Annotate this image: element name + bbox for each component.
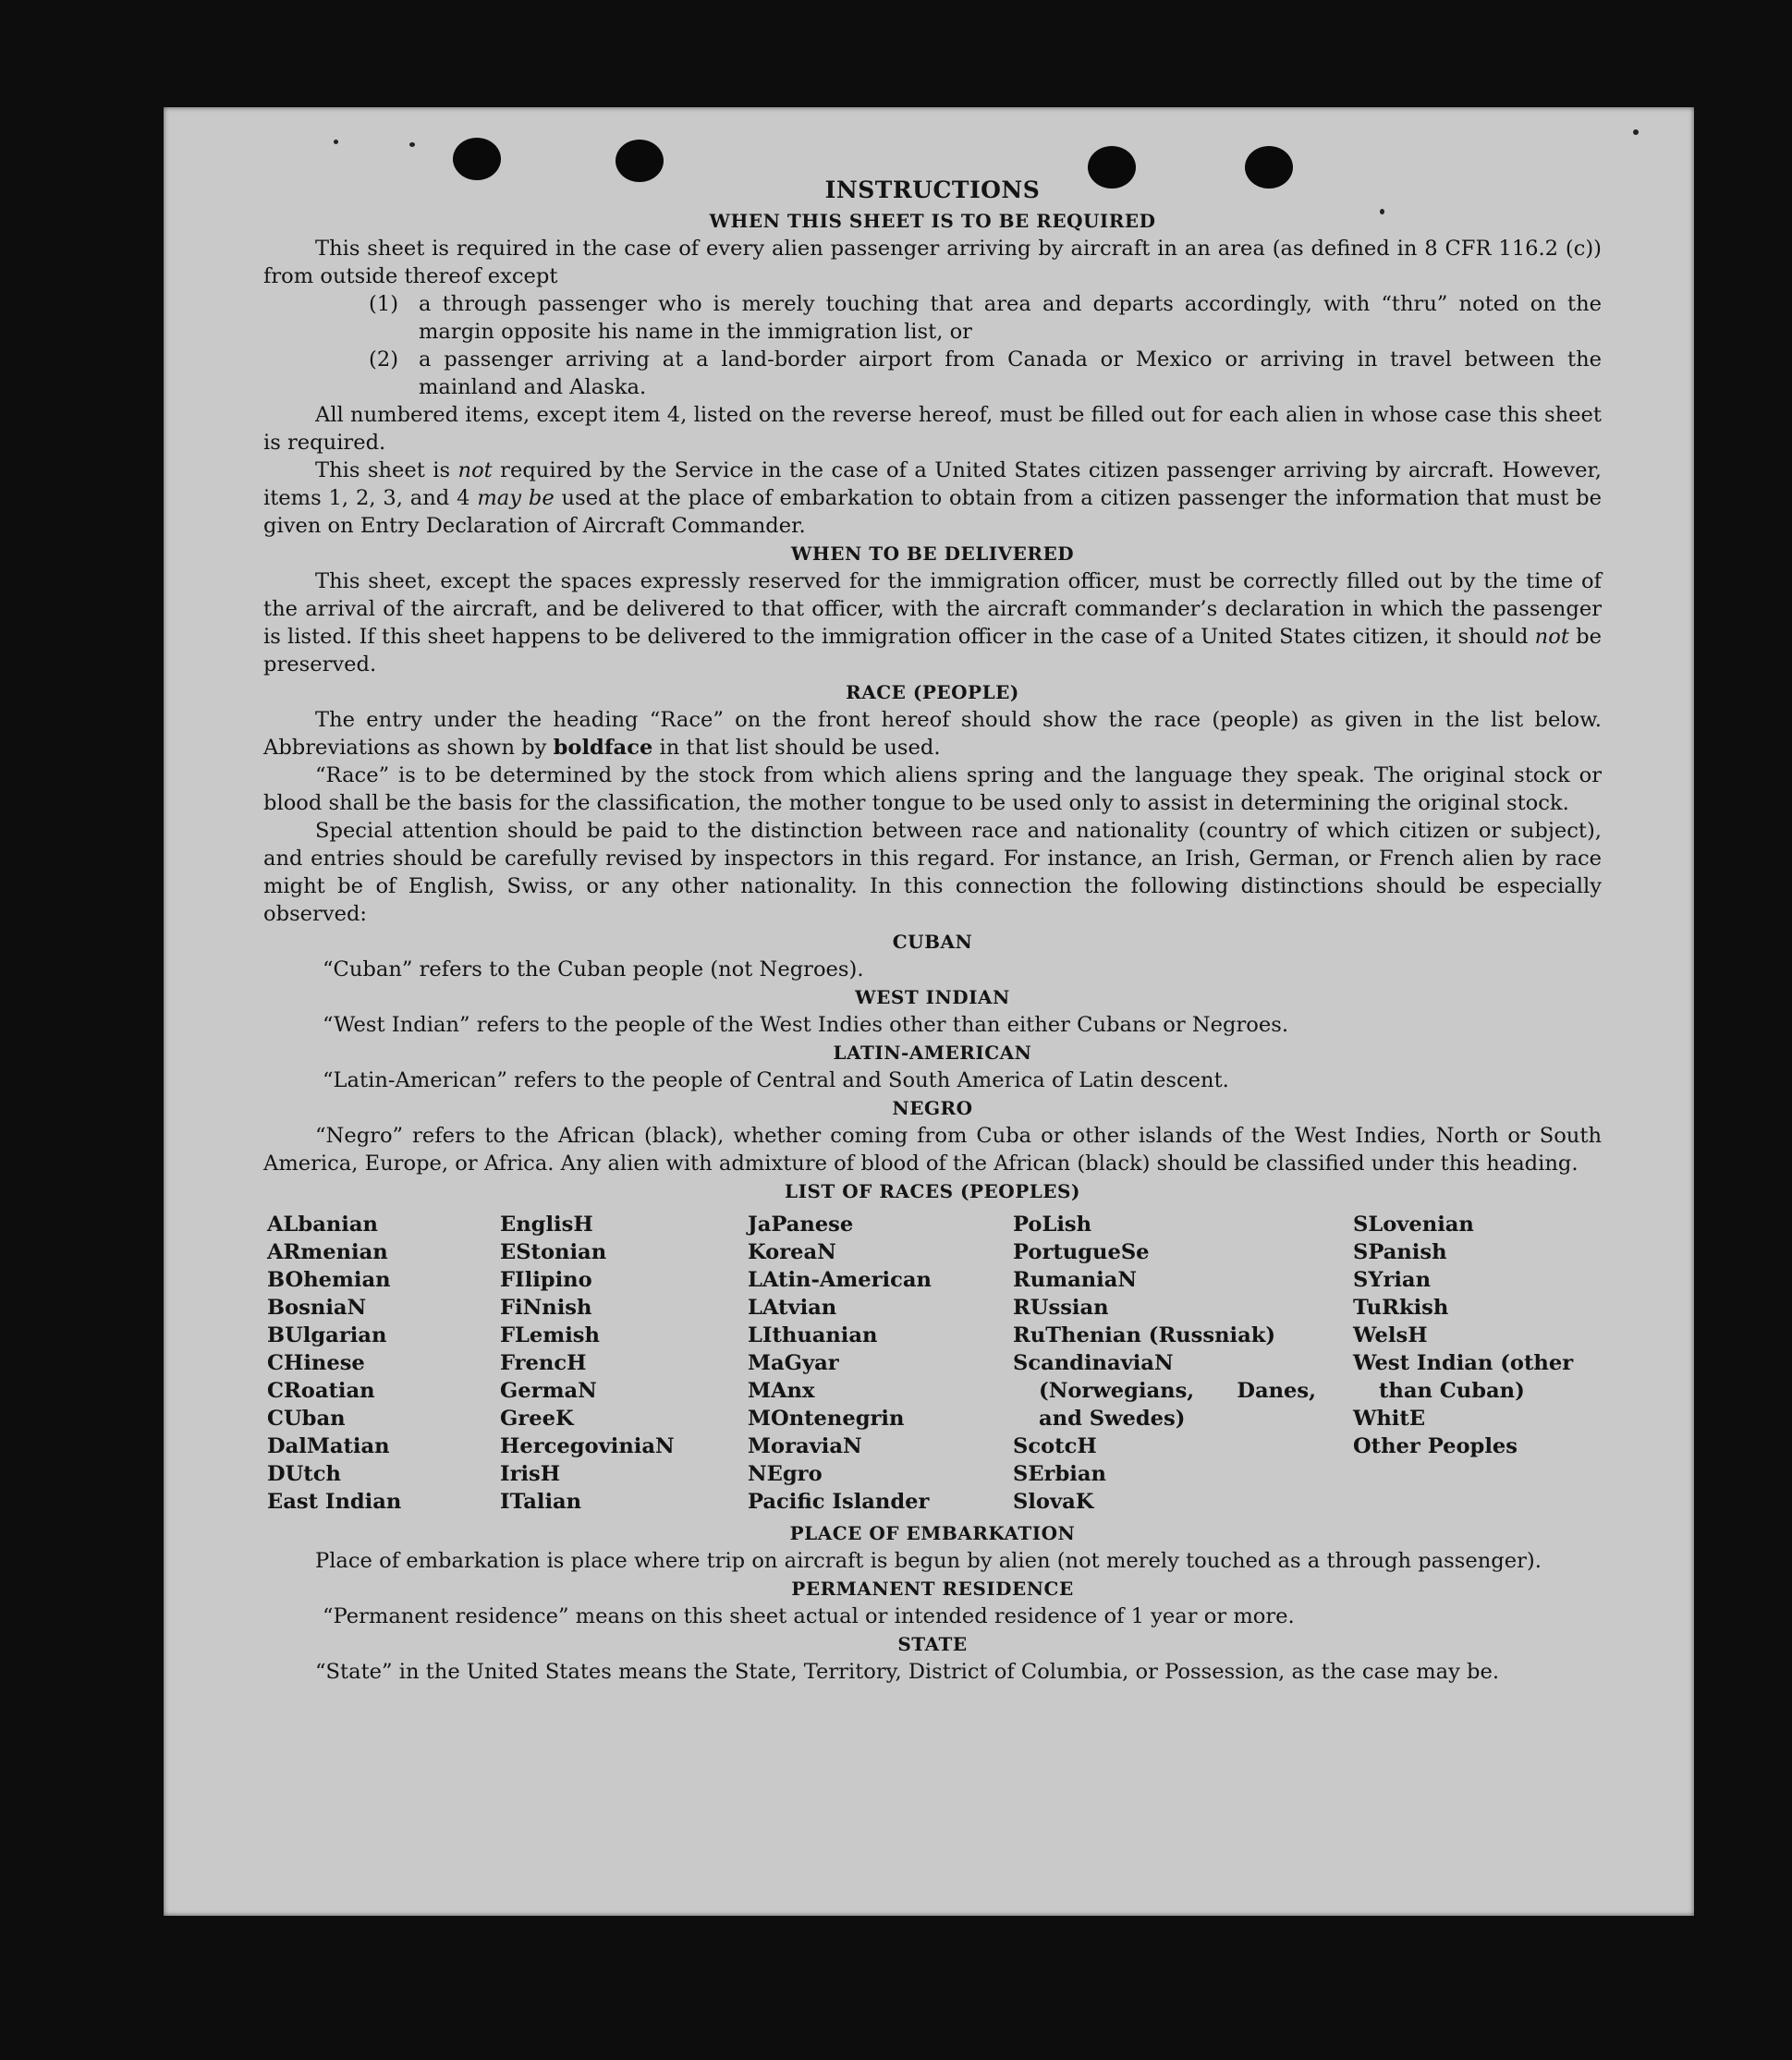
race-item: ITalian xyxy=(500,1490,582,1514)
race-item: CUban xyxy=(267,1407,346,1431)
race-item: ScandinaviaN (Norwegians, Danes, and Swedes) xyxy=(1013,1351,1316,1431)
race-item: SlovaK xyxy=(1013,1490,1094,1514)
exception-item-1 xyxy=(263,290,1602,346)
section-heading-west-indian: WEST INDIAN xyxy=(855,986,1010,1008)
section-heading-state: STATE xyxy=(897,1633,968,1655)
residence-text: “Permanent residence” means on this sheet actual or intended residence of 1 year or more. xyxy=(323,1604,1295,1628)
race-item: FIlipino xyxy=(500,1268,592,1292)
race-item: BUlgarian xyxy=(267,1323,387,1347)
race-column-1 xyxy=(263,1211,500,1516)
race-item: PoLish xyxy=(1013,1213,1092,1237)
page-title: INSTRUCTIONS xyxy=(824,177,1041,203)
race-item: SPanish xyxy=(1353,1240,1447,1264)
race-column-3 xyxy=(748,1211,1013,1516)
race-item: BOhemian xyxy=(267,1268,391,1292)
race-item: GreeK xyxy=(500,1407,574,1431)
race-item: NEgro xyxy=(748,1462,823,1486)
race-item: FLemish xyxy=(500,1323,600,1347)
race-list xyxy=(263,1211,1602,1516)
race-item: RuThenian (Russniak) xyxy=(1013,1323,1276,1347)
state-text: “State” in the United States means the State, Territory, District of Columbia, or Possession, as the case may be. xyxy=(315,1660,1500,1684)
section-heading-negro: NEGRO xyxy=(892,1097,973,1119)
race-item: TuRkish xyxy=(1353,1296,1449,1320)
race-item: ALbanian xyxy=(267,1213,378,1237)
race-item: Other Peoples xyxy=(1353,1434,1518,1458)
race-item: MAnx xyxy=(748,1379,815,1403)
item-number: (1) xyxy=(369,292,399,316)
exception-item-2 xyxy=(263,346,1602,401)
item-text: a through passenger who is merely touching that area and departs accordingly, with “thru” noted on the margin opposite his name in the immigration list, or xyxy=(419,292,1602,344)
latin-american-text: “Latin-American” refers to the people of Central and South America of Latin descent. xyxy=(323,1068,1229,1092)
race-column-2 xyxy=(500,1211,748,1516)
required-intro: This sheet is required in the case of every alien passenger arriving by aircraft in an area (as defined in 8 CFR 116.2 (c)) from outside thereof except xyxy=(263,237,1602,288)
punch-hole xyxy=(453,138,501,180)
race-item: BosniaN xyxy=(267,1296,367,1320)
race-para-1: The entry under the heading “Race” on the front hereof should show the race (people) as given in the list below. Abbreviations as shown by boldface in that list should be used. xyxy=(263,708,1602,760)
instructions-content xyxy=(263,177,1602,1686)
race-item: IrisH xyxy=(500,1462,561,1486)
race-item: CRoatian xyxy=(267,1379,375,1403)
section-heading-latin-american: LATIN-AMERICAN xyxy=(833,1042,1032,1064)
race-item: ARmenian xyxy=(267,1240,388,1264)
race-item: DUtch xyxy=(267,1462,341,1486)
race-item: CHinese xyxy=(267,1351,365,1375)
item-number: (2) xyxy=(369,347,399,372)
required-para-3: This sheet is not required by the Service in the case of a United States citizen passenger arriving by aircraft. However, items 1, 2, 3, and 4 may be used at the place of embarkation to obtain from a citizen passenger the information that must be given on Entry Declaration of Aircraft Commander. xyxy=(263,458,1602,538)
race-item: LIthuanian xyxy=(748,1323,878,1347)
item-text: a passenger arriving at a land-border airport from Canada or Mexico or arriving in travel between the mainland and Alaska. xyxy=(419,347,1602,399)
race-item: MoraviaN xyxy=(748,1434,862,1458)
race-item: EStonian xyxy=(500,1240,607,1264)
section-heading-race-list: LIST OF RACES (PEOPLES) xyxy=(785,1180,1080,1202)
race-item: FrencH xyxy=(500,1351,587,1375)
race-item: WhitE xyxy=(1353,1407,1426,1431)
race-item: KoreaN xyxy=(748,1240,836,1264)
race-column-4 xyxy=(1013,1211,1353,1516)
race-item: SErbian xyxy=(1013,1462,1106,1486)
race-item: LAtvian xyxy=(748,1296,837,1320)
cuban-text: “Cuban” refers to the Cuban people (not Negroes). xyxy=(323,957,864,981)
race-item: EnglisH xyxy=(500,1213,593,1237)
section-heading-delivered: WHEN TO BE DELIVERED xyxy=(790,542,1075,565)
negro-text: “Negro” refers to the African (black), whether coming from Cuba or other islands of the West Indies, North or South America, Europe, or Africa. Any alien with admixture of blood of the African (black) should be classified under this heading. xyxy=(263,1124,1602,1176)
race-item: WelsH xyxy=(1353,1323,1428,1347)
west-indian-text: “West Indian” refers to the people of the West Indies other than either Cubans or Negroes. xyxy=(323,1013,1289,1037)
race-item: RumaniaN xyxy=(1013,1268,1138,1292)
race-item: PortugueSe xyxy=(1013,1240,1150,1264)
required-para-2: All numbered items, except item 4, listed on the reverse hereof, must be filled out for each alien in whose case this sheet is required. xyxy=(263,403,1602,455)
document-sheet xyxy=(164,107,1694,1916)
race-item: RUssian xyxy=(1013,1296,1109,1320)
race-item: SLovenian xyxy=(1353,1213,1474,1237)
race-item: MOntenegrin xyxy=(748,1407,905,1431)
race-item: FiNnish xyxy=(500,1296,592,1320)
race-item: HercegoviniaN xyxy=(500,1434,675,1458)
race-item: West Indian (other than Cuban) xyxy=(1353,1351,1574,1403)
race-item: LAtin-American xyxy=(748,1268,932,1292)
race-item: GermaN xyxy=(500,1379,597,1403)
section-heading-residence: PERMANENT RESIDENCE xyxy=(791,1578,1074,1600)
section-heading-embarkation: PLACE OF EMBARKATION xyxy=(789,1522,1076,1544)
race-item: ScotcH xyxy=(1013,1434,1097,1458)
section-heading-required: WHEN THIS SHEET IS TO BE REQUIRED xyxy=(709,210,1156,232)
section-heading-race: RACE (PEOPLE) xyxy=(846,681,1019,703)
race-para-2: “Race” is to be determined by the stock from which aliens spring and the language they speak. The original stock or blood shall be the basis for the classification, the mother tongue to be used only to assist in determining the original stock. xyxy=(263,763,1602,815)
race-item: East Indian xyxy=(267,1490,402,1514)
race-item: JaPanese xyxy=(748,1213,854,1237)
delivered-text: This sheet, except the spaces expressly reserved for the immigration officer, must be correctly filled out by the time of the arrival of the aircraft, and be delivered to that officer, with the aircraft commander’s declaration in which the passenger is listed. If this sheet happens to be delivered to the immigration officer in the case of a United States citizen, it should not be preserved. xyxy=(263,569,1602,677)
race-item: MaGyar xyxy=(748,1351,839,1375)
embarkation-text: Place of embarkation is place where trip on aircraft is begun by alien (not merely touched as a through passenger). xyxy=(315,1549,1542,1573)
section-heading-cuban: CUBAN xyxy=(892,931,973,953)
race-item: Pacific Islander xyxy=(748,1490,930,1514)
race-column-5 xyxy=(1353,1211,1602,1516)
race-item: DalMatian xyxy=(267,1434,390,1458)
race-para-3: Special attention should be paid to the distinction between race and nationality (country of which citizen or subject), and entries should be carefully revised by inspectors in this regard. For instance, an Irish, German, or French alien by race might be of English, Swiss, or any other nationality. In this connection the following distinctions should be especially observed: xyxy=(263,819,1602,926)
race-item: SYrian xyxy=(1353,1268,1431,1292)
